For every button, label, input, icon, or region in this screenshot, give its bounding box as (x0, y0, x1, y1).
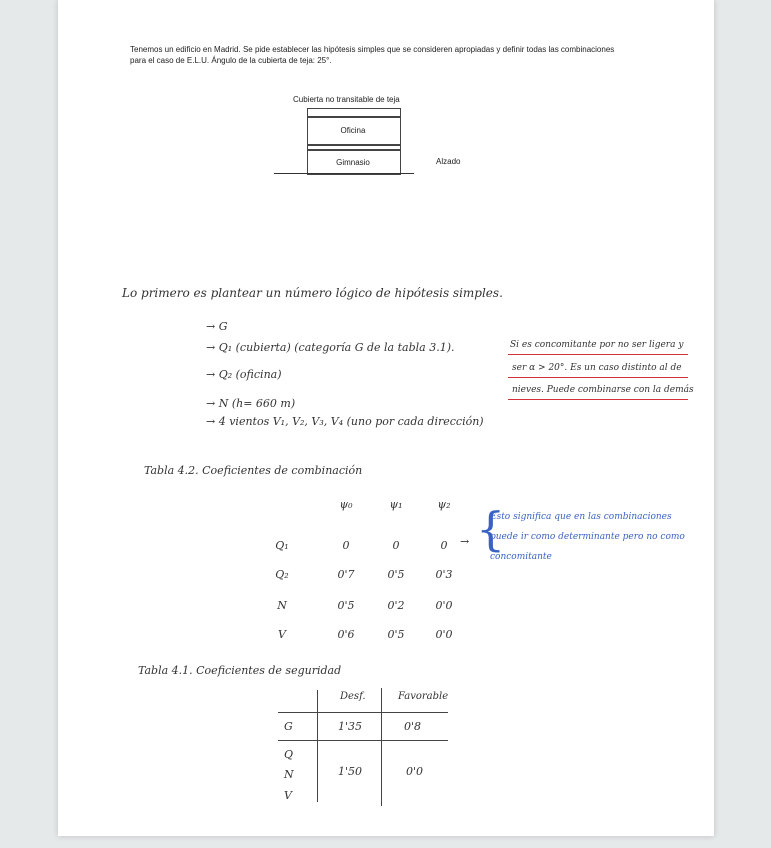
hypothesis-g: → G (206, 320, 228, 333)
table41-v-label: V (284, 789, 292, 802)
red-underline-3 (508, 399, 688, 400)
wind-note-line-1: Si es concomitante por no ser ligera y (510, 340, 684, 350)
psi-note-line-1: Esto significa que en las combinaciones (490, 512, 672, 522)
table42-row-q1-label: Q₁ (275, 539, 289, 552)
table42-header-psi1: ψ₁ (389, 498, 403, 511)
table41-hline-2 (278, 740, 448, 741)
table42-header-psi0: ψ₀ (339, 498, 353, 511)
gym-label: Gimnasio (336, 158, 370, 167)
table41-header-favorable: Favorable (398, 691, 449, 702)
table42-row-q1-psi2: 0 (440, 539, 448, 552)
table42-title: Tabla 4.2. Coeficientes de combinación (144, 464, 363, 477)
table42-row-n-psi2: 0'0 (435, 599, 453, 612)
table42-row-q2-label: Q₂ (275, 568, 289, 581)
table41-n-label: N (284, 768, 294, 781)
table41-g-favorable: 0'8 (404, 720, 422, 733)
intro-text: Lo primero es plantear un número lógico de hipótesis simples. (122, 286, 503, 300)
table42-row-q1-psi1: 0 (392, 539, 400, 552)
elevation-label: Alzado (436, 157, 461, 166)
table42-row-q2-psi2: 0'3 (435, 568, 453, 581)
red-underline-2 (508, 377, 688, 378)
hypothesis-winds: → 4 vientos V₁, V₂, V₃, V₄ (uno por cada dirección) (206, 415, 484, 428)
arrow-icon: → (460, 535, 470, 548)
office-label: Oficina (340, 126, 366, 135)
table41-g-label: G (284, 720, 293, 733)
table42-row-q1-psi0: 0 (342, 539, 350, 552)
table42-row-v-psi2: 0'0 (435, 628, 453, 641)
document-page (58, 0, 714, 836)
table42-header-psi2: ψ₂ (437, 498, 451, 511)
table41-header-desf: Desf. (340, 691, 366, 702)
psi-note-line-3: concomitante (490, 552, 552, 562)
table42-row-v-psi1: 0'5 (387, 628, 405, 641)
table42-row-v-label: V (278, 628, 286, 641)
table42-row-q2-psi0: 0'7 (337, 568, 355, 581)
hypothesis-n: → N (h= 660 m) (206, 397, 296, 410)
table42-row-q2-psi1: 0'5 (387, 568, 405, 581)
ground-line (274, 173, 414, 174)
table42-row-n-label: N (277, 599, 287, 612)
table41-hline-1 (278, 712, 448, 713)
brace-icon: { (476, 502, 506, 556)
psi-note-line-2: puede ir como determinante pero no como (490, 532, 685, 542)
table41-g-desf: 1'35 (338, 720, 363, 733)
problem-statement: Tenemos un edificio en Madrid. Se pide establecer las hipótesis simples que se consideren apropiadas y definir todas las combinaciones para el caso de E.L.U. Ángulo de la cubierta de teja: 25°. (130, 45, 615, 65)
table41-vline-2 (381, 688, 382, 806)
roof-caption: Cubierta no transitable de teja (293, 95, 400, 104)
wind-note-line-2: ser α > 20°. Es un caso distinto al de (512, 363, 682, 373)
table41-title: Tabla 4.1. Coeficientes de seguridad (138, 664, 342, 677)
table42-row-n-psi1: 0'2 (387, 599, 405, 612)
table42-row-n-psi0: 0'5 (337, 599, 355, 612)
hypothesis-q1: → Q₁ (cubierta) (categoría G de la tabla 3.1). (206, 341, 455, 354)
table41-q-label: Q (284, 748, 294, 761)
table41-q-favorable: 0'0 (406, 765, 424, 778)
table41-q-desf: 1'50 (338, 765, 363, 778)
table42-row-v-psi0: 0'6 (337, 628, 355, 641)
red-underline-1 (508, 354, 688, 355)
hypothesis-q2: → Q₂ (oficina) (206, 368, 282, 381)
wind-note-line-3: nieves. Puede combinarse con la demás (512, 385, 694, 395)
table41-vline-1 (317, 690, 318, 802)
